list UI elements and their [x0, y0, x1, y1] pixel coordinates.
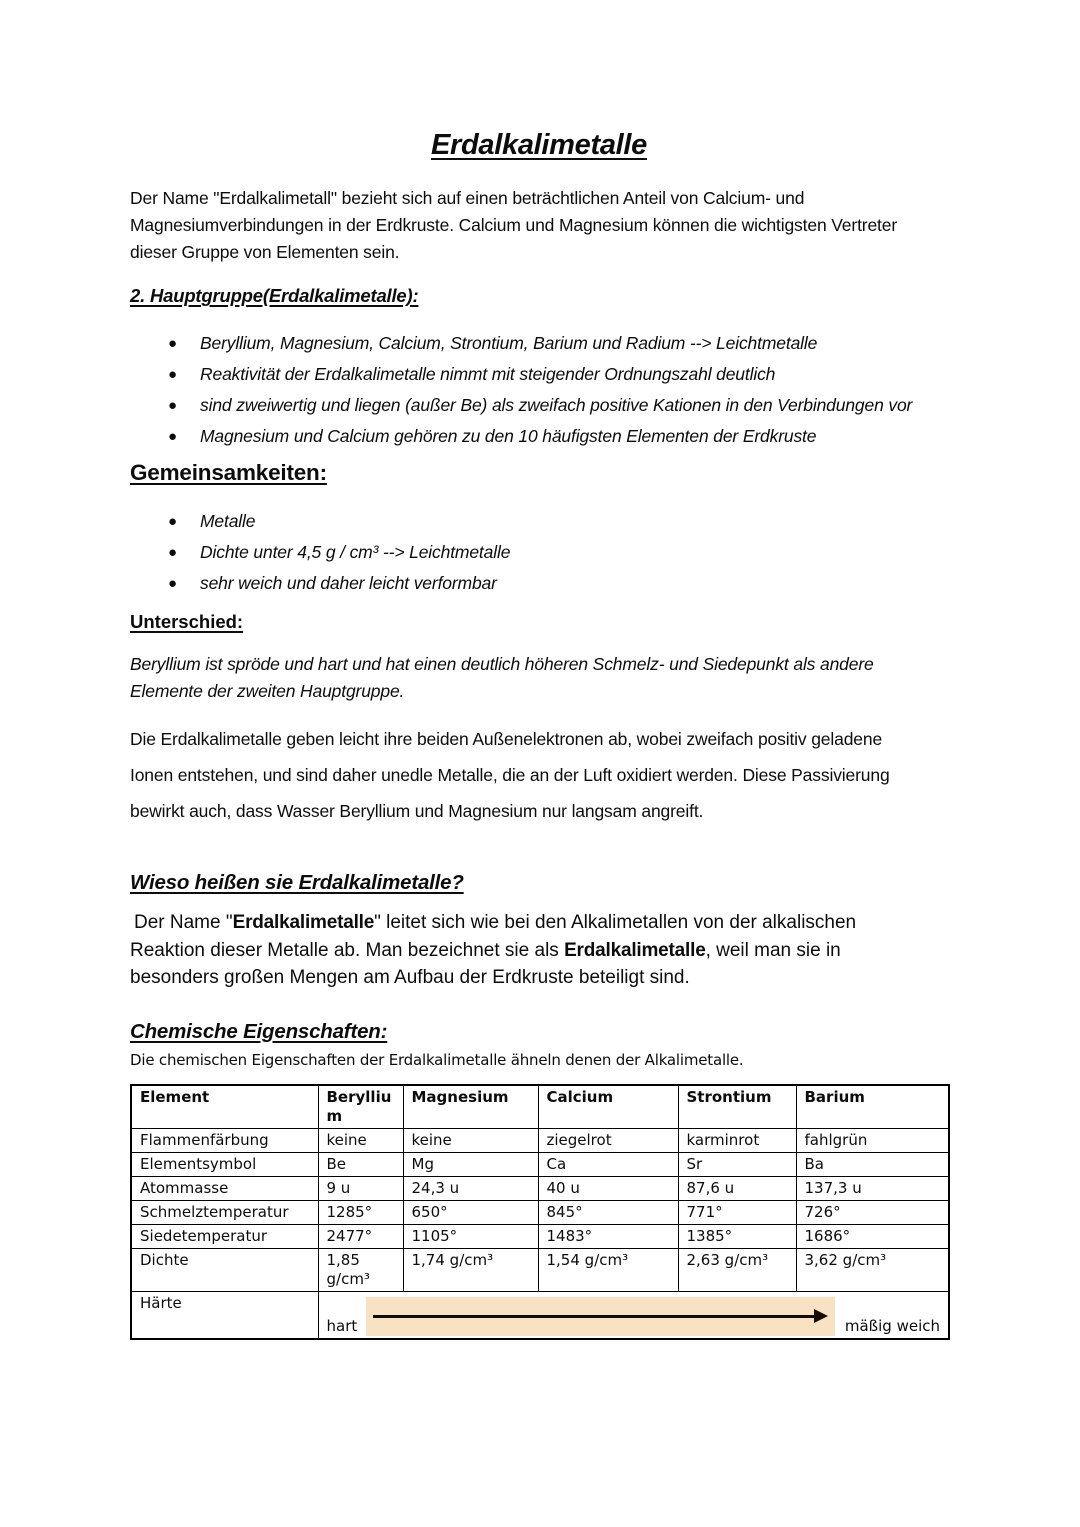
bullet-icon: ● — [168, 513, 177, 530]
intro-paragraph: Der Name "Erdalkalimetall" bezieht sich auf einen beträchtlichen Anteil von Calcium- und Magnesiumverbindungen in der Erdkruste. Calcium und Magnesium können die wichtigsten Vertreter dieser Gruppe von Elementen sein. — [130, 188, 898, 262]
cell-value: 2477° — [318, 1224, 403, 1248]
cell-value: Be — [318, 1152, 403, 1176]
list-item — [168, 359, 948, 390]
row-label: Dichte — [131, 1248, 318, 1291]
hardness-scale — [327, 1294, 941, 1336]
list-item-text: Reaktivität der Erdalkalimetalle nimmt mit steigender Ordnungszahl deutlich — [200, 364, 776, 384]
table-header-cell: Element — [131, 1085, 318, 1129]
list-item — [168, 537, 948, 568]
hauptgruppe-list — [168, 328, 948, 452]
gemeinsamkeiten-list — [168, 506, 948, 599]
bullet-icon: ● — [168, 544, 177, 561]
row-label: Schmelztemperatur — [131, 1200, 318, 1224]
cell-value: keine — [403, 1128, 538, 1152]
table-header-cell: Calcium — [538, 1085, 678, 1129]
wieso-text-part: Der Name " — [134, 912, 233, 933]
cell-value: karminrot — [678, 1128, 796, 1152]
chemische-heading: Chemische Eigenschaften: — [130, 1019, 388, 1043]
row-label: Härte — [131, 1291, 318, 1339]
cell-value: 650° — [403, 1200, 538, 1224]
table-header-cell: Magnesium — [403, 1085, 538, 1129]
cell-value: keine — [318, 1128, 403, 1152]
cell-value: Ba — [796, 1152, 949, 1176]
wieso-heading: Wieso heißen sie Erdalkalimetalle? — [130, 871, 464, 894]
bullet-icon: ● — [168, 397, 177, 414]
cell-value: Mg — [403, 1152, 538, 1176]
table-row — [131, 1128, 949, 1152]
hardness-left-label: hart — [326, 1316, 358, 1335]
cell-value: 3,62 g/cm³ — [796, 1248, 949, 1291]
list-item — [168, 421, 948, 452]
row-label: Flammenfärbung — [131, 1128, 318, 1152]
cell-value: 2,63 g/cm³ — [678, 1248, 796, 1291]
row-label: Siedetemperatur — [131, 1224, 318, 1248]
list-item-text: Metalle — [200, 511, 256, 531]
eigenschaften-subtext: Die chemischen Eigenschaften der Erdalkalimetalle ähneln denen der Alkalimetalle. — [130, 1050, 744, 1069]
table-row — [131, 1176, 949, 1200]
cell-value: 9 u — [318, 1176, 403, 1200]
hardness-right-label: mäßig weich — [844, 1316, 940, 1335]
arrow-shaft — [373, 1315, 814, 1318]
haerte-row — [131, 1291, 949, 1339]
cell-value: 771° — [678, 1200, 796, 1224]
table-row — [131, 1200, 949, 1224]
list-item-text: Beryllium, Magnesium, Calcium, Strontium, Barium und Radium --> Leichtmetalle — [200, 333, 818, 353]
table-row — [131, 1248, 949, 1291]
cell-value: 1285° — [318, 1200, 403, 1224]
bullet-icon: ● — [168, 428, 177, 445]
bullet-icon: ● — [168, 335, 177, 352]
cell-value: 1,54 g/cm³ — [538, 1248, 678, 1291]
table-row — [131, 1224, 949, 1248]
cell-value: 24,3 u — [403, 1176, 538, 1200]
cell-value: 845° — [538, 1200, 678, 1224]
row-label: Elementsymbol — [131, 1152, 318, 1176]
wieso-text-part: , weil man sie in besonders großen Mengen am Aufbau der Erdkruste beteiligt sind. — [130, 939, 841, 988]
hardness-highlight-box — [366, 1297, 835, 1336]
row-label: Atommasse — [131, 1176, 318, 1200]
cell-value: 1,85 g/cm³ — [318, 1248, 403, 1291]
unterschied-paragraph-italic: Beryllium ist spröde und hart und hat einen deutlich höheren Schmelz- und Siedepunkt als andere Elemente der zweiten Hauptgruppe. — [130, 654, 874, 701]
bullet-icon: ● — [168, 575, 177, 592]
cell-value: 137,3 u — [796, 1176, 949, 1200]
properties-table — [130, 1084, 950, 1340]
cell-value: Ca — [538, 1152, 678, 1176]
list-item — [168, 390, 948, 421]
list-item — [168, 328, 948, 359]
cell-value: 1,74 g/cm³ — [403, 1248, 538, 1291]
list-item — [168, 506, 948, 537]
cell-value: 40 u — [538, 1176, 678, 1200]
passivierung-paragraph: Die Erdalkalimetalle geben leicht ihre beiden Außenelektronen ab, wobei zweifach positiv geladene Ionen entstehen, und sind daher unedle Metalle, die an der Luft oxidiert werden. Diese Passivierung bewirkt auch, dass Wasser Beryllium und Magnesium nur langsam angreift. — [130, 729, 890, 821]
cell-value: 1105° — [403, 1224, 538, 1248]
cell-value: 726° — [796, 1200, 949, 1224]
unterschied-heading: Unterschied: — [130, 611, 244, 632]
cell-value: ziegelrot — [538, 1128, 678, 1152]
cell-value: 1686° — [796, 1224, 949, 1248]
list-item-text: Dichte unter 4,5 g / cm³ --> Leichtmetalle — [200, 542, 511, 562]
cell-value: 87,6 u — [678, 1176, 796, 1200]
list-item-text: sind zweiwertig und liegen (außer Be) als zweifach positive Kationen in den Verbindungen vor — [200, 395, 913, 415]
table-header-cell: Beryllium — [318, 1085, 403, 1129]
table-header-cell: Barium — [796, 1085, 949, 1129]
gemeinsamkeiten-heading: Gemeinsamkeiten: — [130, 460, 327, 485]
list-item-text: sehr weich und daher leicht verformbar — [200, 573, 497, 593]
wieso-bold-term: Erdalkalimetalle — [564, 939, 706, 961]
bullet-icon: ● — [168, 366, 177, 383]
cell-value: 1483° — [538, 1224, 678, 1248]
wieso-bold-term: Erdalkalimetalle — [232, 912, 375, 933]
table-header-row — [131, 1085, 949, 1129]
wieso-text-part: " leitet sich wie bei den Alkalimetallen von der alkalischen Reaktion dieser Metalle ab. Man bezeichnet sie als — [130, 912, 857, 961]
table-header-cell: Strontium — [678, 1085, 796, 1129]
list-item — [168, 568, 948, 599]
wieso-paragraph — [130, 909, 900, 992]
list-item-text: Magnesium und Calcium gehören zu den 10 häufigsten Elementen der Erdkruste — [200, 426, 817, 446]
cell-value: 1385° — [678, 1224, 796, 1248]
table-row — [131, 1152, 949, 1176]
hauptgruppe-heading: 2. Hauptgruppe(Erdalkalimetalle): — [130, 285, 419, 306]
arrow-head — [814, 1309, 828, 1323]
cell-value: fahlgrün — [796, 1128, 949, 1152]
cell-value: Sr — [678, 1152, 796, 1176]
page-title: Erdalkalimetalle — [430, 129, 648, 161]
arrow-right-icon — [373, 1309, 828, 1323]
hardness-scale-cell — [318, 1291, 949, 1339]
